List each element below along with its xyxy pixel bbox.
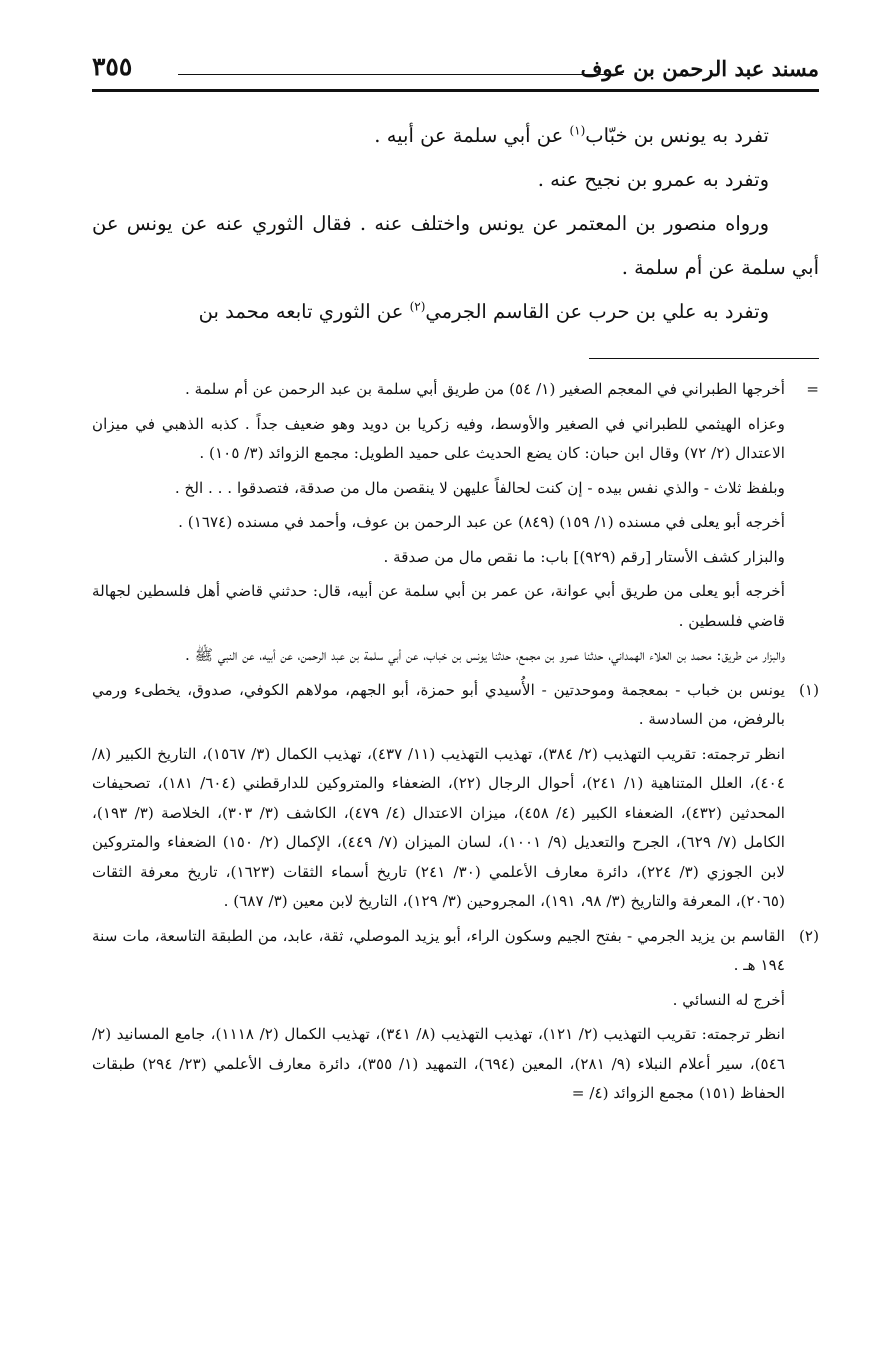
footnote-paragraph: انظر ترجمته: تقريب التهذيب (٢/ ١٢١)، تهذيب التهذيب (٨/ ٣٤١)، تهذيب الكمال (٢/ ١١١٨)، جامع المسانيد (٢/ ٥٤٦)، سير أعلام النبلاء (٩/ ٢٨١)، المعين (٦٩٤)، التمهيد (١/ ٣٥٥)، دائرة معارف الأعلمي (٢٣/ ٢٩٤) طبقات الحفاظ (١٥١) مجمع الزوائد (٤/ = xyxy=(92,1025,786,1102)
footnote-paragraph: وعزاه الهيثمي للطبراني في الصغير والأوسط، وفيه زكريا بن دويد وهو ضعيف جداً . كذبه الذهبي في ميزان الاعتدال (٢/ ٧٢) وقال ابن حبان: كان يضع الحديث على حميد الطويل: مجمع الزوائد (٣/ ١٠٥) . xyxy=(92,414,785,462)
header-rule xyxy=(178,74,623,75)
footnote-paragraph: القاسم بن يزيد الجرمي - بفتح الجيم وسكون الراء، أبو يزيد الموصلي، ثقة، عابد، من الطبقة التاسعة، مات سنة ١٩٤ هـ . xyxy=(92,926,785,974)
footnote-paragraph: أخرجه أبو يعلى في مسنده (١/ ١٥٩) (٨٤٩) عن عبد الرحمن بن عوف، وأحمد في مسنده (١٦٧٤) . xyxy=(178,513,785,531)
footnote-ref-2: (٢) xyxy=(409,299,426,314)
running-title: مسند عبد الرحمن بن عوف xyxy=(580,56,819,81)
footnote-continuation xyxy=(92,375,819,671)
footnote-paragraph: أخرج له النسائي . xyxy=(672,990,785,1009)
footnote-paragraph: والبزار من طريق: محمد بن العلاء الهمداني، حدثنا عمرو بن مجمع، حدثنا يونس بن خباب، عن أبي سلمة بن عبد الرحمن، عن أبيه، عن النبي ﷺ . xyxy=(184,646,785,664)
main-text xyxy=(92,114,819,334)
main-paragraph-3: ورواه منصور بن المعتمر عن يونس واختلف عنه . فقال الثوري عنه عن يونس عن أبي سلمة عن أم سلمة . xyxy=(92,212,819,279)
text-segment: عن أبي سلمة عن أبيه . xyxy=(374,124,570,147)
footnote-paragraph: انظر ترجمته: تقريب التهذيب (٢/ ٣٨٤)، تهذيب التهذيب (١١/ ٤٣٧)، تهذيب الكمال (٣/ ١٥٦٧)، التاريخ الكبير (٨/ ٤٠٤)، العلل المتناهية (١/ ٢٤١)، أحوال الرجال (٢٢)، الضعفاء والمتروكين للدارقطني (٦٠٤/ ١٨١)، تصحيفات المحدثين (٤٣٢)، الضعفاء الكبير (٤/ ٤٥٨)، ميزان الاعتدال (٤/ ٤٧٩)، الكاشف (٣/ ٣٠٣)، الخلاصة (٣/ ١٩٣)، الكامل (٧/ ٦٢٩)، الجرح والتعديل (٩/ ١٠٠١)، لسان الميزان (٧/ ٤٤٩)، الإكمال (٢/ ١٥٠) الضعفاء والمتروكين لابن الجوزي (٣/ ٢٢٤)، دائرة معارف الأعلمي (٣٠/ ٢٤١) تاريخ أسماء الثقات (١٦٢٣)، تاريخ معرفة الثقات (٢٠٦٥)، المعرفة والتاريخ (٣/ ٩٨، ١٩١)، المجروحين (٣/ ١٢٩)، التاريخ لابن معين (٣/ ٦٨٧) . xyxy=(92,744,786,910)
footnote-separator xyxy=(589,358,819,359)
page-header xyxy=(92,50,819,92)
footnote-paragraph: والبزار كشف الأستار [رقم (٩٢٩)] باب: ما نقص مال من صدقة . xyxy=(383,547,785,566)
page xyxy=(92,50,819,1360)
main-paragraph-4 xyxy=(92,290,819,334)
footnote-paragraph: يونس بن خباب - بمعجمة وموحدتين - الأُسيدي أبو حمزة، أبو الجهم، مولاهم الكوفي، صدوق، يخطىء ورمي بالرفض، من السادسة . xyxy=(92,680,785,728)
footnote-ref-1: (١) xyxy=(569,123,586,138)
main-paragraph-2: وتفرد به عمرو بن نجيح عنه . xyxy=(537,168,769,191)
footnote-2 xyxy=(92,922,819,1109)
main-paragraph-1 xyxy=(92,114,819,158)
footnote-paragraph: أخرجه أبو يعلى من طريق أبي عوانة، عن عمر بن أبي سلمة عن أبيه، قال: حدثني قاضي أهل فلسطين لجهالة قاضي فلسطين . xyxy=(92,582,785,630)
footnotes xyxy=(92,375,819,1109)
text-segment: تفرد به يونس بن خبّاب xyxy=(585,124,769,147)
footnote-1 xyxy=(92,676,819,917)
continuation-marker: = xyxy=(806,380,819,398)
text-segment: وتفرد به علي بن حرب عن القاسم الجرمي xyxy=(425,300,769,323)
footnote-marker: (١) xyxy=(798,680,819,699)
footnote-paragraph: أخرجها الطبراني في المعجم الصغير (١/ ٥٤) من طريق أبي سلمة بن عبد الرحمن عن أم سلمة . xyxy=(185,380,785,398)
footnote-marker: (٢) xyxy=(798,926,819,945)
footnote-paragraph: وبلفظ ثلاث - والذي نفس بيده - إن كنت لحالفاً عليهن لا ينقصن مال من صدقة، فتصدقوا . . . الخ . xyxy=(174,478,785,497)
text-segment: عن الثوري تابعه محمد بن xyxy=(198,300,410,323)
page-number: ٣٥٥ xyxy=(92,52,133,81)
